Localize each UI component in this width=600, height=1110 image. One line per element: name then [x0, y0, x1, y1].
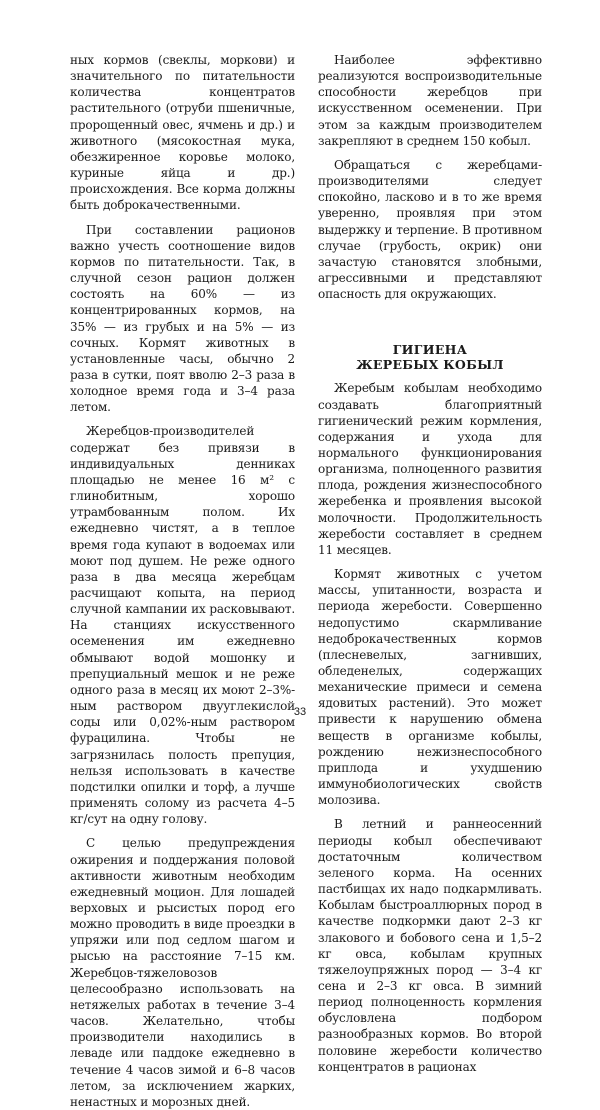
page-number: 33	[293, 706, 307, 718]
section-heading-line-2: ЖЕРЕБЫХ КОБЫЛ	[356, 357, 504, 373]
right-paragraph-5: В летний и раннеосенний периоды кобыл обеспечивают достаточным количеством зеленого корма. На осенних пастбищах их надо подкармливать. Кобылам быстроаллюрных пород в качестве подкормки дают 2–3 кг злакового и бобового сена и 1,5–2 кг овса, кобылам крупных тяжелоупряжных пород — 3–4 кг сена и 2–3 кг овса. В зимний период полноценность кормления обусловлена подбором разнообразных кормов. Во второй половине жеребости количество концентратов в рационах	[318, 817, 542, 1074]
section-heading	[318, 342, 542, 372]
left-paragraph-1: ных кормов (свеклы, моркови) и значительного по питательности количества концентратов растительного (отруби пшеничные, пророщенный овес, ячмень и др.) и животного (мясокостная мука, обезжиренное коровье молоко, куриные яйца и др.) происхождения. Все корма должны быть доброкачественными.	[70, 53, 295, 213]
right-paragraph-1: Наиболее эффективно реализуются воспроизводительные способности жеребцов при искусственном осеменении. При этом за каждым производителем закрепляют в среднем 150 кобыл.	[318, 53, 542, 148]
right-paragraph-4: Кормят животных с учетом массы, упитанности, возраста и периода жеребости. Совершенно недопустимо скармливание недоброкачественных кормов (плесневелых, загнивших, обледенелых, содержащих механические примеси и семена ядовитых растений). Это может привести к нарушению обмена веществ в организме кобылы, рождению нежизнеспособного приплода и ухудшению иммунобиологических свойств молозива.	[318, 567, 542, 808]
left-paragraph-4: С целью предупреждения ожирения и поддержания половой активности животным необходим ежедневный моцион. Для лошадей верховых и рысистых пород его можно проводить в виде проездки в упряжи или под седлом шагом и рысью на расстояние 7–15 км. Жеребцов-тяжеловозов целесообразно использовать на нетяжелых работах в течение 3–4 часов. Желательно, чтобы производители находились в леваде или паддоке ежедневно в течение 4 часов зимой и 6–8 часов летом, за исключением жарких, ненастных и морозных дней.	[70, 836, 295, 1109]
right-paragraph-2: Обращаться с жеребцами-производителями следует спокойно, ласково и в то же время уверенно, проявляя при этом выдержку и терпение. В противном случае (грубость, окрик) они зачастую становятся злобными, агрессивными и представляют опасность для окружающих.	[318, 157, 542, 302]
section-heading-line-1: ГИГИЕНА	[392, 342, 468, 358]
left-paragraph-2: При составлении рационов важно учесть соотношение видов кормов по питательности. Так, в случной сезон рацион должен состоять на 60% — из концентрированных кормов, на 35% — из грубых и на 5% — из сочных. Кормят животных в установленные часы, обычно 2 раза в сутки, поят вволю 2–3 раза в холодное время года и 3–4 раза летом.	[70, 222, 295, 415]
left-paragraph-3: Жеребцов-производителей содержат без привязи в индивидуальных денниках площадью не менее 16 м² с глинобитным, хорошо утрамбованным полом. Их ежедневно чистят, а в теплое время года купают в водоемах или моют под душем. Не реже одного раза в два месяца жеребцам расчищают копыта, на период случной кампании их расковывают. На станциях искусственного осеменения им ежедневно обмывают водой мошонку и препуциальный мешок и не реже одного раза в месяц их моют 2–3%-ным раствором двууглекислой соды или 0,02%-ным раствором фурацилина. Чтобы не загрязнилась полость препуция, нельзя использовать в качестве подстилки опилки и торф, а лучше применять солому из расчета 4–5 кг/сут на одну голову.	[70, 424, 295, 827]
right-paragraph-3: Жеребым кобылам необходимо создавать благоприятный гигиенический режим кормления, содержания и ухода для нормального функционирования организма, полноценного развития плода, рождения жизнеспособного жеребенка и проявления высокой молочности. Продолжительность жеребости составляет в среднем 11 месяцев.	[318, 381, 542, 557]
left-column	[70, 52, 295, 1110]
right-column	[318, 52, 542, 1075]
